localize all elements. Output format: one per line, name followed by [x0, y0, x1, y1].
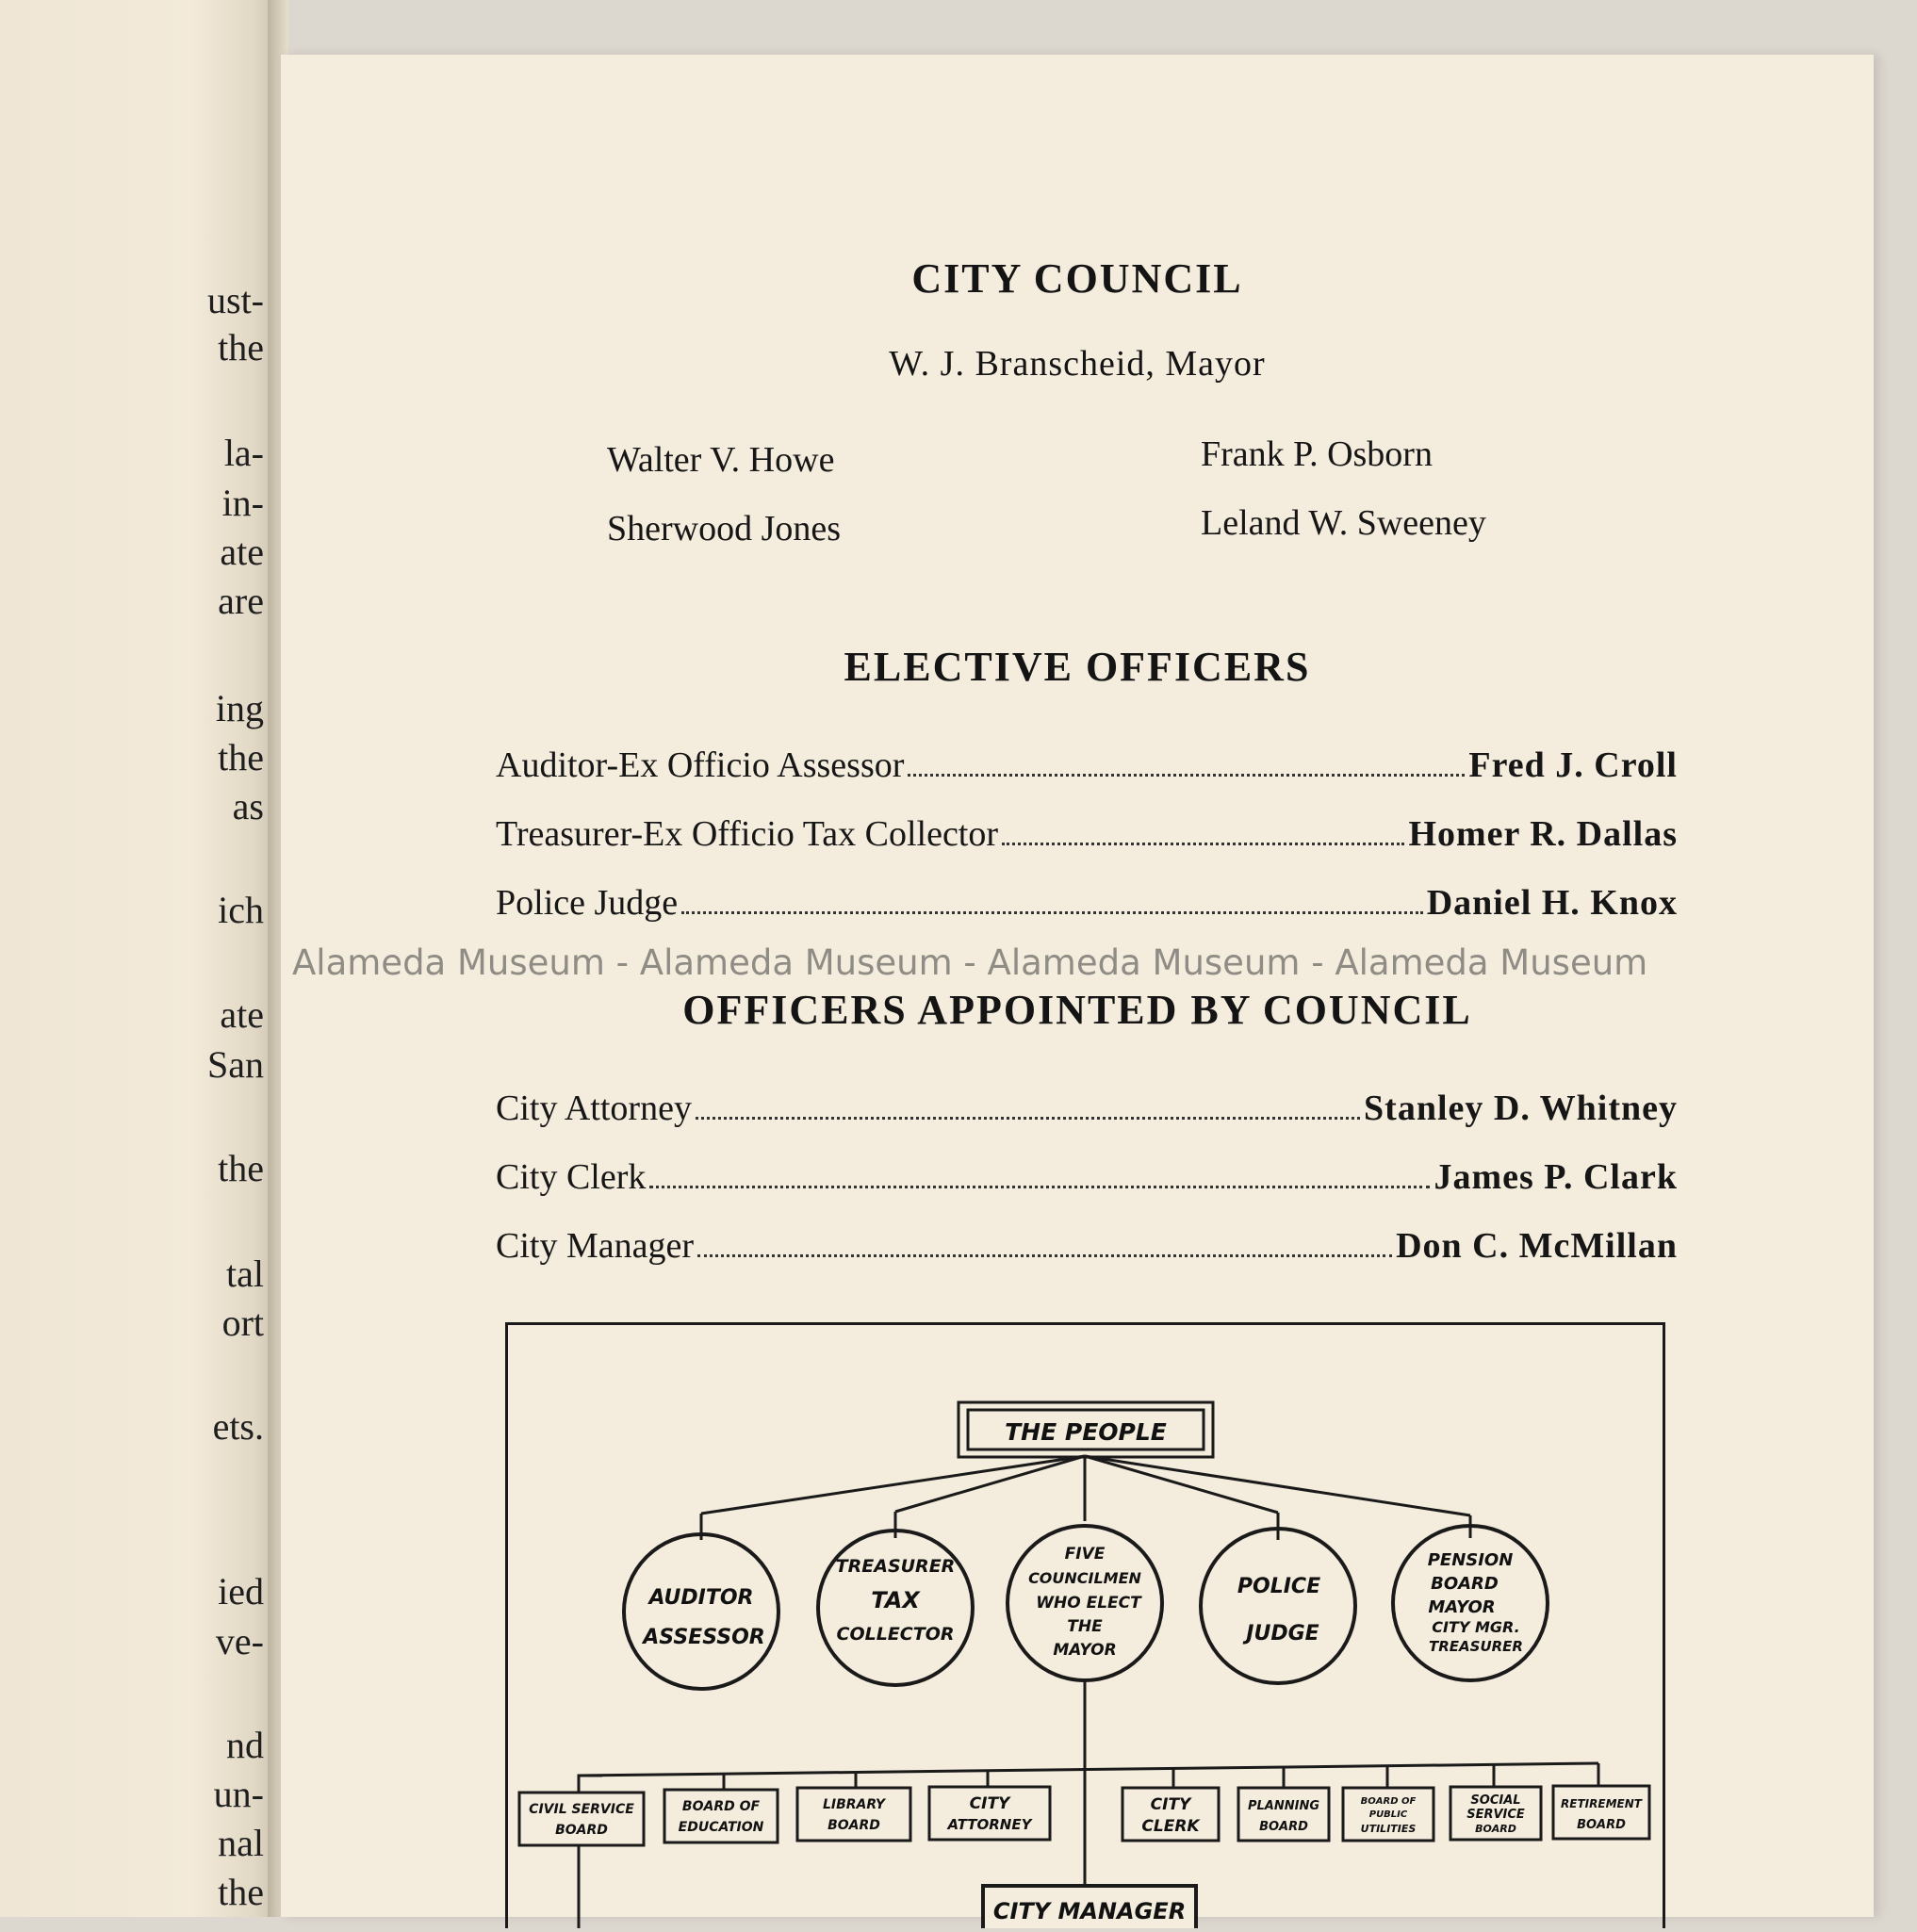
board-label: ATTORNEY [947, 1816, 1032, 1833]
officer-title: Police Judge [496, 883, 679, 923]
officer-title: Treasurer-Ex Officio Tax Collector [496, 814, 999, 854]
connector-line [579, 1776, 602, 1793]
officer-name: Don C. McMillan [1396, 1226, 1678, 1266]
left-fragment: the [218, 1147, 264, 1189]
board-label: EDUCATION [678, 1820, 764, 1835]
city-manager-box [983, 1886, 1196, 1928]
connector-line [895, 1456, 1085, 1512]
connector-line [1085, 1456, 1470, 1515]
dot-leader [681, 911, 1423, 914]
watermark: Alameda Museum - Alameda Museum - Alameda Museum - Alameda Museum [292, 942, 1648, 983]
board-label: PUBLIC [1368, 1809, 1408, 1820]
circle-label: MAYOR [1428, 1597, 1496, 1617]
board-label: BOARD [1577, 1818, 1626, 1832]
auditor-circle [624, 1534, 778, 1689]
circle-label: MAYOR [1053, 1641, 1117, 1660]
left-fragment: ied [218, 1570, 264, 1613]
board-label: BOARD OF [681, 1799, 761, 1814]
officer-name: Fred J. Croll [1468, 745, 1678, 785]
officer-row [496, 808, 1678, 855]
dot-leader [649, 1186, 1430, 1188]
board-label: BOARD [827, 1818, 880, 1833]
circle-label: PENSION [1427, 1550, 1514, 1570]
officer-name: James P. Clark [1434, 1157, 1678, 1197]
officer-title: City Clerk [496, 1157, 647, 1197]
left-fragment: ich [218, 889, 264, 931]
elective-officers-heading: ELECTIVE OFFICERS [844, 644, 1311, 690]
board-label: BOARD [555, 1823, 608, 1838]
board-label: CLERK [1141, 1817, 1200, 1836]
council-member: Leland W. Sweeney [1201, 503, 1486, 543]
circle-label: TAX [871, 1587, 920, 1613]
board-label: LIBRARY [822, 1797, 886, 1812]
officer-row [496, 1151, 1678, 1198]
left-fragment: ing [215, 687, 264, 729]
police-judge-circle [1201, 1529, 1355, 1683]
dot-leader [696, 1117, 1360, 1120]
mayor-line: W. J. Branscheid, Mayor [889, 344, 1266, 384]
board-label: SOCIAL [1470, 1793, 1521, 1808]
left-fragment: ets. [212, 1405, 264, 1448]
left-fragment: the [218, 1871, 264, 1913]
board-label: BOARD OF [1360, 1796, 1417, 1807]
circle-label: TREASURER [1429, 1638, 1523, 1655]
board-label: CIVIL SERVICE [529, 1802, 634, 1817]
city-council-heading: CITY COUNCIL [911, 255, 1243, 302]
circle-label: FIVE [1064, 1545, 1106, 1564]
officer-row [496, 1220, 1678, 1267]
left-fragment: the [218, 326, 264, 368]
left-fragment: ate [220, 531, 264, 573]
board-label: BOARD [1475, 1823, 1516, 1835]
officer-title: Auditor-Ex Officio Assessor [496, 745, 905, 785]
board-label: PLANNING [1247, 1799, 1320, 1813]
left-fragment: ate [220, 993, 264, 1036]
left-fragment: in- [221, 482, 264, 524]
officer-row [496, 876, 1678, 924]
left-fragment: San [207, 1043, 264, 1086]
org-chart-frame [505, 1322, 1665, 1928]
council-member: Sherwood Jones [607, 509, 842, 548]
right-page [281, 55, 1874, 1924]
board-label: UTILITIES [1360, 1823, 1417, 1835]
circle-label: CITY MGR. [1432, 1618, 1520, 1636]
left-fragment: are [218, 580, 264, 622]
dot-leader [697, 1254, 1392, 1257]
board-label: BOARD [1259, 1820, 1308, 1834]
city-manager-label: CITY MANAGER [992, 1898, 1187, 1924]
left-fragment: the [218, 736, 264, 778]
left-fragment: un- [213, 1773, 264, 1815]
officer-title: City Attorney [496, 1089, 692, 1128]
org-chart [508, 1325, 1663, 1928]
circle-label: WHO ELECT [1036, 1594, 1141, 1613]
left-fragment: ve- [215, 1620, 264, 1662]
officer-name: Daniel H. Knox [1426, 883, 1678, 923]
officer-title: City Manager [496, 1226, 695, 1266]
circle-label: BOARD [1431, 1574, 1499, 1594]
left-page [0, 0, 275, 1917]
circle-label: JUDGE [1246, 1622, 1319, 1645]
connector-line [1085, 1456, 1278, 1513]
officer-name: Homer R. Dallas [1408, 814, 1678, 854]
board-label: SERVICE [1466, 1808, 1525, 1822]
left-fragment: ust- [207, 279, 264, 321]
board-label: RETIREMENT [1561, 1797, 1642, 1810]
left-fragment: la- [223, 432, 264, 474]
left-fragment: nal [218, 1822, 264, 1864]
dot-leader [1002, 843, 1404, 845]
the-people-box [958, 1402, 1213, 1457]
left-fragment: nd [226, 1724, 264, 1766]
circle-label: COLLECTOR [836, 1624, 955, 1645]
circle-label: AUDITOR [648, 1586, 754, 1610]
circle-label: COUNCILMEN [1028, 1569, 1141, 1587]
council-member: Walter V. Howe [607, 440, 835, 480]
council-member: Frank P. Osborn [1201, 434, 1433, 474]
board-label: CITY [1150, 1795, 1191, 1814]
officer-row [496, 1082, 1678, 1129]
circle-label: ASSESSOR [643, 1626, 765, 1649]
officer-row [496, 739, 1678, 786]
the-people-label: THE PEOPLE [1005, 1418, 1167, 1446]
left-fragment: ort [221, 1302, 264, 1344]
circle-label: POLICE [1237, 1575, 1321, 1598]
connector-line [579, 1763, 1598, 1776]
officer-name: Stanley D. Whitney [1364, 1089, 1678, 1128]
circle-label: TREASURER [835, 1556, 956, 1577]
appointed-officers-heading: OFFICERS APPOINTED BY COUNCIL [682, 987, 1472, 1033]
circle-label: THE [1067, 1617, 1103, 1636]
board-label: CITY [969, 1794, 1010, 1813]
left-fragment: tal [226, 1253, 264, 1295]
dot-leader [908, 774, 1465, 777]
connector-line [701, 1456, 1085, 1514]
left-fragment: as [232, 785, 264, 827]
